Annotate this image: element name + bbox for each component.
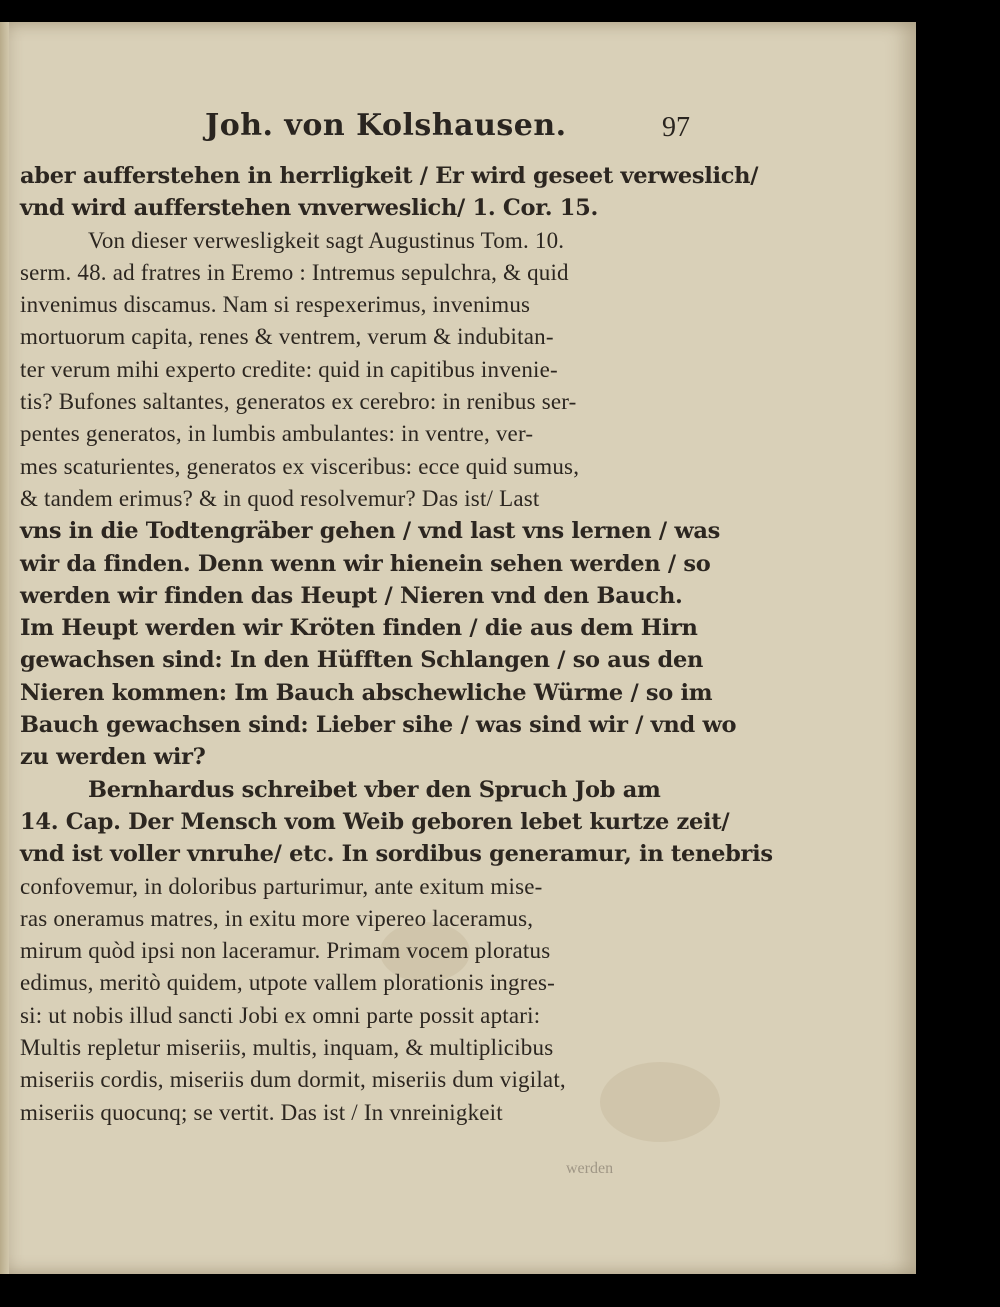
text-line: Im Heupt werden wir Kröten finden / die aus dem Hirn [20,615,698,642]
text-line: & tandem erimus? & in quod resolvemur? Das ist/ Last [20,485,540,511]
text-line: Bauch gewachsen sind: Lieber sihe / was sind wir / vnd wo [20,712,737,739]
text-line: edimus, meritò quidem, utpote vallem plorationis ingres- [20,970,555,996]
text-line: mirum quòd ipsi non laceramur. Primam vocem ploratus [20,938,551,964]
text-line: 14. Cap. Der Mensch vom Weib geboren lebet kurtze zeit/ [20,808,730,835]
text-line: gewachsen sind: In den Hüfften Schlangen / so aus den [20,647,704,674]
text-line: confovemur, in doloribus parturimur, ante exitum mise- [20,873,543,899]
catchword: werden [566,1160,614,1177]
text-line: serm. 48. ad fratres in Eremo : Intremus sepulchra, & quid [20,259,569,285]
page-gutter [0,22,9,1274]
text-line: invenimus discamus. Nam si respexerimus, invenimus [20,292,531,318]
text-line: Multis repletur miseriis, multis, inquam, & multiplicibus [20,1035,554,1061]
text-line: miseriis cordis, miseriis dum dormit, miseriis dum vigilat, [20,1067,566,1093]
text-line: vnd ist voller vnruhe/ etc. In sordibus generamur, in tenebris [20,841,773,868]
page-number: 97 [662,112,690,143]
text-line: mortuorum capita, renes & ventrem, verum & indubitan- [20,324,554,350]
text-line: tis? Bufones saltantes, generatos ex cerebro: in renibus ser- [20,389,577,415]
page-header [205,108,690,154]
text-line: ter verum mihi experto credite: quid in capitibus invenie- [20,356,558,382]
text-line: werden wir finden das Heupt / Nieren vnd den Bauch. [20,582,683,609]
text-line: wir da finden. Denn wenn wir hienein sehen werden / so [20,550,711,577]
text-line: aber aufferstehen in herrligkeit / Er wird geseet verweslich/ [20,163,759,189]
text-line: mes scaturientes, generatos ex visceribus: ecce quid sumus, [20,453,580,479]
text-line: Nieren kommen: Im Bauch abschewliche Würme / so im [20,679,713,706]
text-line: vns in die Todtengräber gehen / vnd last vns lernen / was [20,518,721,545]
text-line: ras oneramus matres, in exitu more vipereo laceramus, [20,905,534,931]
text-line: miseriis quocunq; se vertit. Das ist / In vnreinigkeit [20,1099,503,1125]
text-line: si: ut nobis illud sancti Jobi ex omni parte possit aptari: [20,1002,541,1028]
body-text [20,160,773,1129]
text-line: Bernhardus schreibet vber den Spruch Job am [88,776,661,803]
text-line: vnd wird aufferstehen vnverweslich/ 1. Cor. 15. [20,195,599,222]
text-line: pentes generatos, in lumbis ambulantes: in ventre, ver- [20,421,534,447]
text-line: Von dieser verwesligkeit sagt Augustinus Tom. 10. [88,227,565,253]
book-page [0,22,916,1274]
text-line: zu werden wir? [20,744,206,771]
running-head: Joh. von Kolshausen. [205,108,567,143]
